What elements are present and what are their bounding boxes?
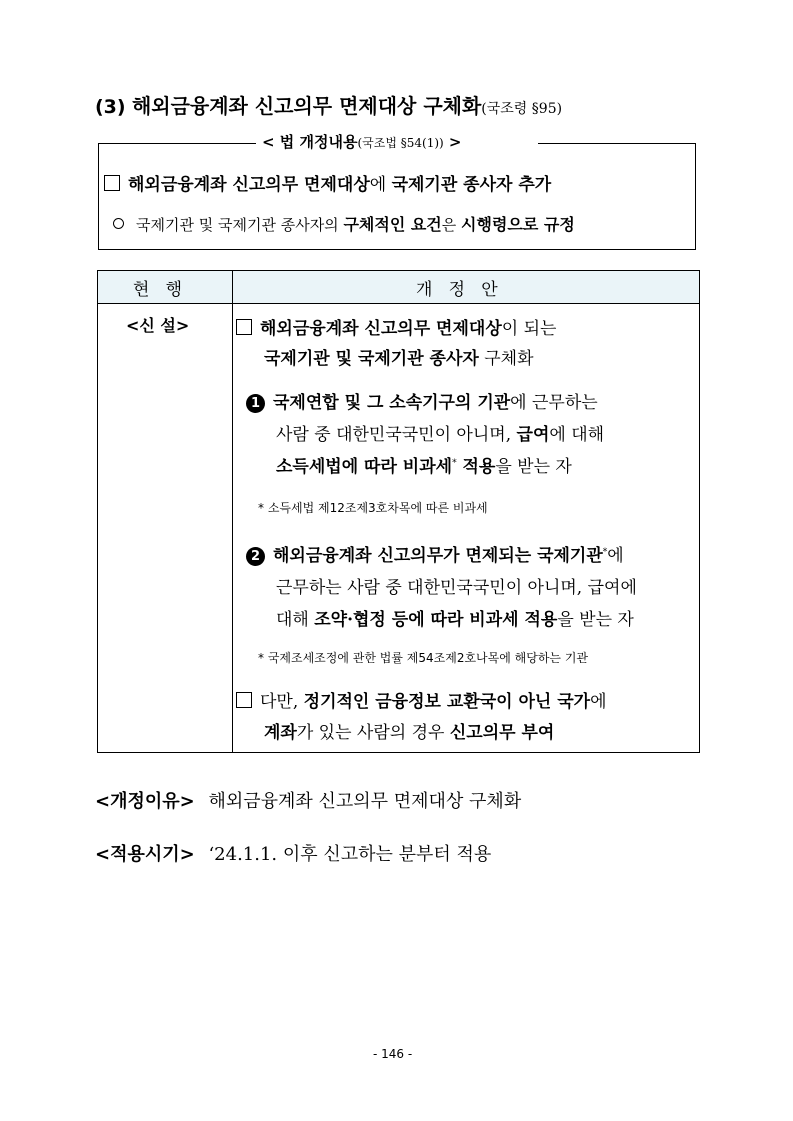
bullet-circle-icon <box>113 218 124 229</box>
item2-line2 <box>276 573 637 598</box>
item2-bold1: 해외금융계좌 신고의무가 면제되는 국제기관 <box>273 546 603 566</box>
amendment-line2-bold2: 시행령으로 규정 <box>461 215 575 234</box>
item1-normal4: 을 받는 자 <box>495 457 572 477</box>
item2-normal1: 에 <box>607 546 624 566</box>
item3-bold2: 계좌 <box>264 723 297 743</box>
item2-line3 <box>276 605 634 630</box>
item0-bold2: 국제기관 및 국제기관 종사자 <box>264 349 479 369</box>
item2-normal2: 근무하는 사람 중 대한민국국민이 아니며, 급여에 <box>276 578 637 598</box>
amendment-line-2 <box>113 212 575 235</box>
checkbox-square-icon <box>104 175 120 191</box>
item0-line2 <box>264 344 534 369</box>
checkbox-square-icon <box>236 692 252 708</box>
table-header-row <box>98 271 699 304</box>
item1-bold1: 국제연합 및 그 소속기구의 기관 <box>273 393 511 413</box>
checkbox-square-icon <box>236 319 252 335</box>
amendment-line1-bold2: 국제기관 종사자 추가 <box>391 175 552 195</box>
effective-period <box>95 840 491 866</box>
item3-line2 <box>264 718 554 743</box>
comparison-table <box>97 270 700 753</box>
reason-text: 해외금융계좌 신고의무 면제대상 구체화 <box>208 791 522 812</box>
item2-note: * 국제조세조정에 관한 법률 제54조제2호나목에 해당하는 기관 <box>258 651 589 665</box>
item3-normal1: 다만, <box>260 692 304 712</box>
item1-normal3: 에 대해 <box>549 425 605 445</box>
item2-bold2: 조약·협정 등에 따라 비과세 적용 <box>314 610 558 630</box>
section-number: (3) <box>95 96 126 118</box>
item3-normal3: 가 있는 사람의 경우 <box>296 723 450 743</box>
caption-ref: (국조법 §54(1)) <box>357 136 444 150</box>
caption-open: < 법 개정내용 <box>262 133 358 151</box>
effective-text: ‘24.1.1. 이후 신고하는 분부터 적용 <box>208 844 492 865</box>
amendment-line2-bold1: 구체적인 요건 <box>343 215 442 234</box>
item1-line2 <box>276 420 604 445</box>
item3-line1 <box>236 687 607 712</box>
amendment-line1-bold1: 해외금융계좌 신고의무 면제대상 <box>128 175 370 195</box>
item0-line1 <box>236 314 556 339</box>
header-revised: 개 정 안 <box>416 280 498 300</box>
item1-bold3: 소득세법에 따라 비과세 <box>276 457 453 477</box>
amendment-reason <box>95 787 521 813</box>
item1-bold4: 적용 <box>456 457 496 477</box>
item1-normal1: 에 근무하는 <box>510 393 598 413</box>
circled-number-2-icon: 2 <box>246 547 265 566</box>
section-title-text: 해외금융계좌 신고의무 면제대상 구체화 <box>131 94 482 118</box>
page-number: - 146 - <box>373 1047 413 1061</box>
amendment-line2-normal1: 국제기관 및 국제기관 종사자의 <box>136 216 344 234</box>
circled-number-1-icon: 1 <box>246 394 265 413</box>
item1-normal2: 사람 중 대한민국국민이 아니며, <box>276 425 517 445</box>
caption-close: > <box>443 133 462 151</box>
effective-label: <적용시기> <box>95 844 195 865</box>
item2-normal3: 대해 <box>276 610 315 630</box>
item3-bold1: 정기적인 금융정보 교환국이 아닌 국가 <box>303 692 591 712</box>
item1-footnote-mark: * <box>452 458 457 469</box>
current-new-label: <신 설> <box>126 316 190 335</box>
item3-normal2: 에 <box>590 692 607 712</box>
item0-normal1: 이 되는 <box>501 319 557 339</box>
item2-normal4: 을 받는 자 <box>557 610 634 630</box>
item0-normal2: 구체화 <box>478 349 534 369</box>
section-ref: (국조령 §95) <box>481 101 563 117</box>
item0-bold1: 해외금융계좌 신고의무 면제대상 <box>260 319 502 339</box>
column-divider <box>232 271 233 752</box>
reason-label: <개정이유> <box>95 791 195 812</box>
item1-bold2: 급여 <box>516 425 550 445</box>
amendment-line2-normal2: 은 <box>441 216 462 234</box>
item1-line3 <box>276 452 572 477</box>
header-current: 현 행 <box>133 280 183 300</box>
item2-footnote-mark: * <box>602 547 608 558</box>
item2-line1 <box>246 541 624 566</box>
item1-note: * 소득세법 제12조제3호차목에 따른 비과세 <box>258 501 488 515</box>
item3-bold3: 신고의무 부여 <box>449 723 555 743</box>
section-title <box>95 90 562 119</box>
amendment-line-1 <box>104 170 551 195</box>
item1-line1 <box>246 388 598 413</box>
amendment-line1-normal: 에 <box>369 175 392 195</box>
